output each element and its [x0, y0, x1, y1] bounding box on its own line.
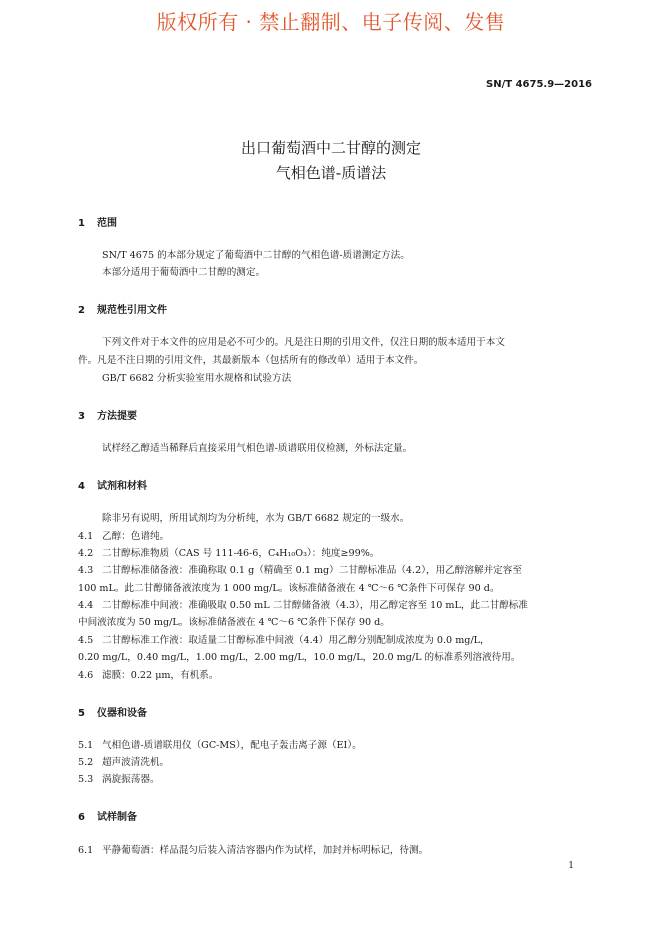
clause-continuation: 0.20 mg/L，0.40 mg/L，1.00 mg/L，2.00 mg/L，10.0 mg/L，20.0 mg/L 的标准系列溶液待用。: [78, 652, 521, 663]
reference-item: GB/T 6682 分析实验室用水规格和试验方法: [102, 373, 292, 384]
paragraph: SN/T 4675 的本部分规定了葡萄酒中二甘醇的气相色谱-质谱测定方法。: [102, 250, 410, 261]
section-heading: 1 范围: [78, 218, 117, 229]
document-subtitle: 气相色谱-质谱法: [275, 164, 387, 182]
clause-item: 5.2 超声波清洗机。: [78, 757, 170, 768]
section-heading: 4 试剂和材料: [78, 481, 147, 492]
clause-item: 5.1 气相色谱-质谱联用仪（GC-MS），配电子轰击离子源（EI）。: [78, 740, 362, 751]
clause-item: 4.4 二甘醇标准中间液：准确吸取 0.50 mL 二甘醇储备液（4.3），用乙醇定容至 10 mL，此二甘醇标准: [78, 600, 528, 611]
clause-continuation: 100 mL。此二甘醇储备液浓度为 1 000 mg/L。该标准储备液在 4 ℃～6 ℃条件下可保存 90 d。: [78, 583, 500, 594]
clause-item: 4.2 二甘醇标准物质（CAS 号 111-46-6，C₄H₁₀O₃）：纯度≥99%。: [78, 548, 380, 559]
clause-item: 6.1 平静葡萄酒：样品混匀后装入清洁容器内作为试样，加封并标明标记，待测。: [78, 845, 429, 856]
clause-item: 4.6 滤膜：0.22 μm，有机系。: [78, 670, 219, 681]
standard-number: SN/T 4675.9—2016: [486, 79, 592, 90]
clause-item: 4.1 乙醇：色谱纯。: [78, 531, 170, 542]
section-heading: 3 方法提要: [78, 411, 137, 422]
section-heading: 6 试样制备: [78, 812, 137, 823]
section-heading: 5 仪器和设备: [78, 708, 147, 719]
paragraph: 除非另有说明，所用试剂均为分析纯，水为 GB/T 6682 规定的一级水。: [102, 513, 410, 524]
paragraph: 下列文件对于本文件的应用是必不可少的。凡是注日期的引用文件，仅注日期的版本适用于本文: [102, 337, 505, 348]
clause-item: 5.3 涡旋振荡器。: [78, 774, 160, 785]
clause-item: 4.5 二甘醇标准工作液：取适量二甘醇标准中间液（4.4）用乙醇分别配制成浓度为 0.0 mg/L，: [78, 635, 490, 646]
watermark: 版权所有 · 禁止翻制、电子传阅、发售: [156, 10, 506, 34]
paragraph: 件。凡是不注日期的引用文件，其最新版本（包括所有的修改单）适用于本文件。: [78, 355, 424, 366]
paragraph: 本部分适用于葡萄酒中二甘醇的测定。: [102, 267, 266, 278]
paragraph: 试样经乙醇适当稀释后直接采用气相色谱-质谱联用仪检测，外标法定量。: [102, 443, 413, 454]
document-title: 出口葡萄酒中二甘醇的测定: [240, 139, 421, 157]
clause-item: 4.3 二甘醇标准储备液：准确称取 0.1 g（精确至 0.1 mg）二甘醇标准品（4.2），用乙醇溶解并定容至: [78, 565, 522, 576]
section-heading: 2 规范性引用文件: [78, 305, 167, 316]
clause-continuation: 中间液浓度为 50 mg/L。该标准储备液在 4 ℃～6 ℃条件下保存 90 d。: [78, 617, 390, 628]
page-number: 1: [568, 861, 574, 871]
